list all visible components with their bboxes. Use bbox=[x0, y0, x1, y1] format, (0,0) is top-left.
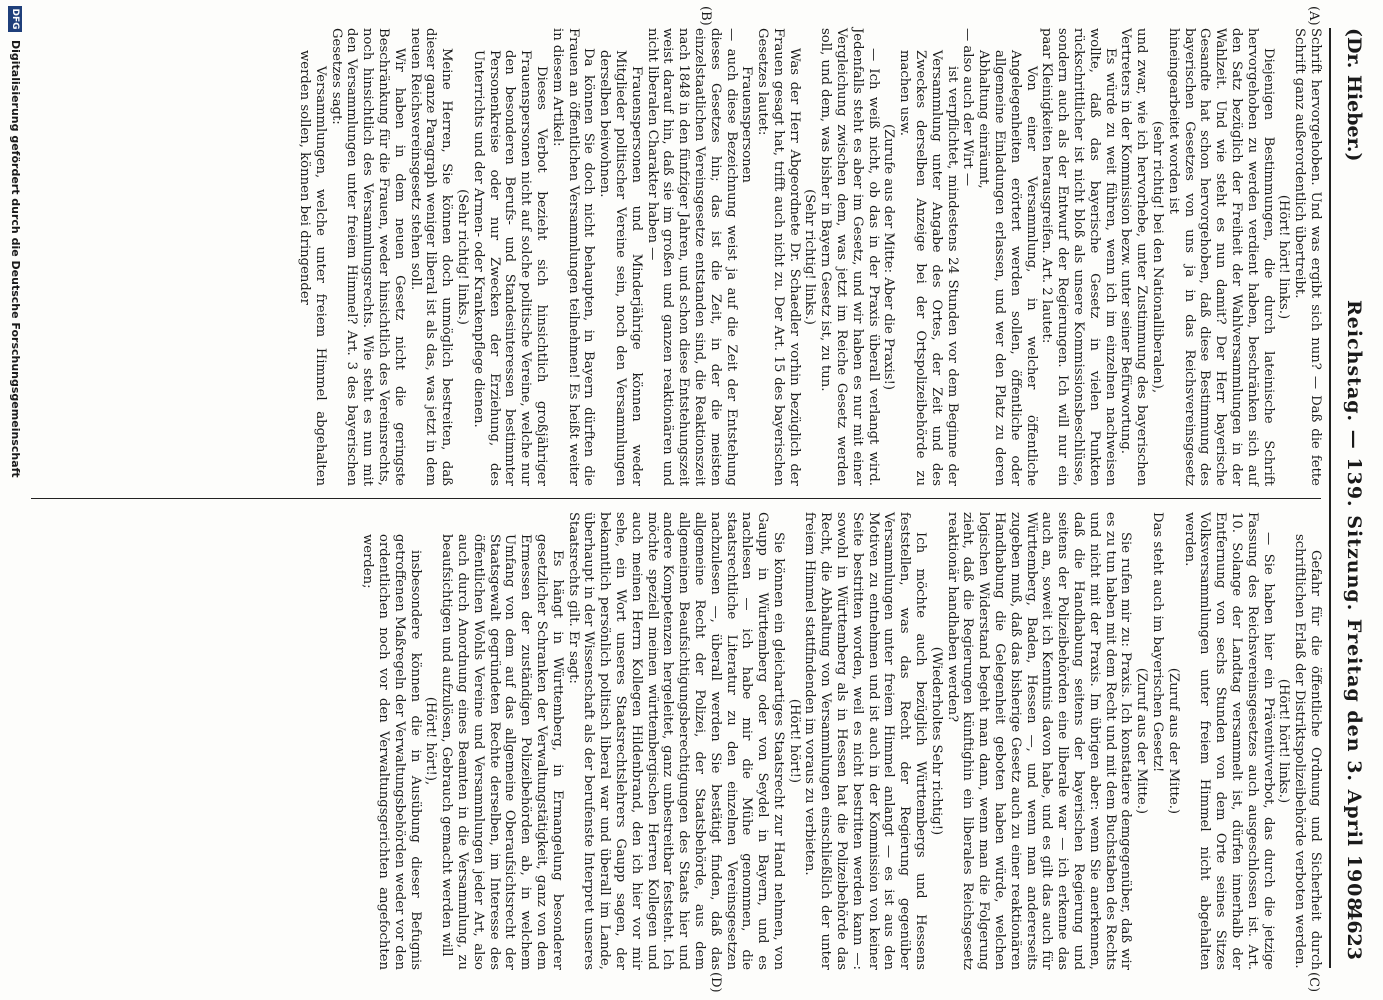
paragraph: Sie rufen mir zu: Praxis. Ich konstatiere demgegenüber, daß wir es zu tun haben mit dem Recht und mit dem Buchstaben des Rechts und nicht mit der Praxis. Im übrigen aber: wenn Sie anerkennen, daß die Handhabung seitens der bayerischen Regierung und seitens der Polizeibehörden eine liberale war — ich erkenne das auch an, soweit ich Kenntnis davon habe, und es gilt das auch für Württemberg, Baden, Hessen —, und wenn man andererseits zugeben muß, daß das bisherige Gesetz auch zu einer reaktionären Handhabung die Gelegenheit geboten haben würde, welchen logischen Widerstand begeht man dann, wenn man die Folgerung zieht, daß die Regierungen künftighin ein liberales Reichsgesetz reaktionär handhaben werden? bbox=[944, 512, 1134, 970]
paragraph: ist verpflichtet, mindestens 24 Stunden vor dem Beginne der Versammlung unter Angabe des Ortes, der Zeit und des Zweckes derselben Anzeige bei der Ortspolizeibehörde zu machen usw. bbox=[897, 50, 960, 486]
funding-footer bbox=[0, 0, 26, 1000]
paragraph: (Hört! hört! links.) bbox=[1276, 194, 1292, 320]
margin-mark-c: (C) bbox=[1306, 972, 1321, 993]
page-header bbox=[1335, 0, 1365, 1000]
margin-mark-d: (D) bbox=[708, 972, 723, 993]
column-divider bbox=[31, 498, 1321, 499]
dfg-logo: DFG bbox=[8, 6, 22, 32]
paragraph: — auch diese Bezeichnung weist ja auf die Zeit der Entstehung dieses Gesetzes hin; das ist die Zeit, in der die meisten einzelstaatlichen Vereinsgesetze entstanden sind, die Reaktionszeit nach 1848 in den fünfziger Jahren, und schon diese Entstehungszeit weist darauf hin, daß sie im großen und ganzen reaktionären und nicht liberalen Charakter haben — bbox=[644, 28, 739, 486]
paragraph: (Sehr richtig! links.) bbox=[454, 189, 470, 325]
paragraph: Frauenspersonen und Minderjährige können weder Mitglieder politischer Vereine sein, noch den Versammlungen derselben beiwohnen. bbox=[597, 50, 644, 486]
paragraph: und zwar, wie ich hervorhebe, unter Zustimmung des bayerischen Vertreters in der Kommission bezw. unter seiner Befürwortung. bbox=[1118, 28, 1150, 486]
paragraph: Von einer Versammlung, in welcher öffentliche Angelegenheiten erörtert werden sollen, öffentliche oder allgemeine Einladungen erlassen, und wer den Platz zu deren Abhaltung einräumt, bbox=[976, 50, 1039, 486]
page-number: 4623 bbox=[1343, 907, 1365, 960]
paragraph: Gefahr für die öffentliche Ordnung und Sicherheit durch schriftlichen Erlaß der Distriktspolizeibehörde verboten werden. bbox=[1292, 534, 1323, 970]
left-text-column bbox=[296, 28, 1323, 486]
paragraph: Versammlungen, welche unter freiem Himmel abgehalten werden sollen, können bei dringender bbox=[297, 50, 328, 486]
paragraph: Schrift hervorgehoben. Und was ergibt sich nun? — Daß die fette Schrift ganz außerordentlich übertreibt. bbox=[1292, 28, 1323, 486]
paragraph: Was der Herr Abgeordnete Dr. Schaedler vorhin bezüglich der Frauen gesagt hat, trifft auch nicht zu. Der Art. 15 des bayerischen Gesetzes lautet: bbox=[755, 28, 802, 486]
paragraph: — Ich weiß nicht, ob das in der Praxis überall verlangt wird. Jedenfalls steht es aber im Gesetz, und wir haben es nur mit einer Vergleichung zwischen dem, was jetzt im Reiche Gesetz werden soll, und dem, was bisher in Bayern Gesetz ist, zu tun. bbox=[818, 28, 881, 486]
running-title: Reichstag. — 139. Sitzung. Freitag den 3. April 1908. bbox=[1343, 300, 1365, 920]
margin-mark-a: (A) bbox=[1306, 6, 1321, 26]
paragraph: (Hört! hört!), bbox=[423, 696, 439, 786]
paragraph: (Hört! hört! links.) bbox=[1276, 678, 1292, 804]
paragraph: (Zuruf aus der Mitte.) bbox=[1165, 667, 1181, 815]
paragraph: (sehr richtig! bei den Nationalliberalen), bbox=[1150, 120, 1166, 394]
paragraph: Dieses Verbot bezieht sich hinsichtlich großjähriger Frauenspersonen nicht auf solche politische Vereine, welche nur den besonderen Berufs- und Standesinteressen bestimmter Personenkreise oder nur Zwecken der Erziehung, des Unterrichts und der Armen- oder Krankenpflege dienen. bbox=[470, 50, 549, 486]
paragraph: (Hört! hört!) bbox=[786, 698, 802, 784]
paragraph: Frauenspersonen bbox=[739, 66, 755, 183]
paragraph: Da können Sie doch nicht behaupten, in Bayern dürften die Frauen an öffentlichen Versammlungen teilnehmen! Es heißt weiter in diesem Artikel: bbox=[549, 28, 597, 486]
paragraph: Das steht auch im bayerischen Gesetz! bbox=[1150, 512, 1166, 773]
paragraph: insbesondere können die in Ausübung dieser Befugnis getroffenen Maßregeln der Verwaltungsbehörden weder vor den ordentlichen noch vor den Verwaltungsgerichten angefochten werden; bbox=[360, 534, 423, 970]
paragraph: Ich möchte auch bezüglich Württembergs und Hessens feststellen, was das Recht der Regierung gegenüber Versammlungen unter freiem Himmel anlangt — es ist aus den Motiven zu entnehmen und ist auch in der Kommission von keiner Seite bestritten worden, weil es nicht bestritten werden kann —: sowohl in Württemberg als in Hessen hat die Polizeibehörde das Recht, die Abhaltung von Versammlungen einschließlich der unter freiem Himmel stattfindenden im voraus zu verbieten. bbox=[802, 512, 929, 970]
paragraph: Es hängt in Württemberg, in Ermangelung besonderer gesetzlicher Schranken der Verwaltungstätigkeit, ganz von dem Ermessen der zuständigen Polizeibehörden ab, in welchem Umfang von dem auf das allgemeine Oberaufsichtsrecht der Staatsgewalt gegründeten Rechte derselben, im Interesse des öffentlichen Wohls Vereine und Versammlungen jeder Art, also auch durch Anordnung eines Beamten in die Versammlung, zu beaufsichtigen und aufzulösen, Gebrauch gemacht werden will bbox=[439, 534, 565, 970]
paragraph: (Wiederholtes Sehr richtig!) bbox=[928, 646, 944, 836]
paragraph: Meine Herren, Sie können doch unmöglich bestreiten, daß dieser ganze Paragraph weniger liberal ist als das, was jetzt in dem neuen Reichsvereinsgesetz stehen soll. bbox=[407, 28, 455, 486]
speaker-label: (Dr. Hieber.) bbox=[1343, 28, 1365, 162]
right-text-column bbox=[359, 512, 1323, 970]
paragraph: Sie können ein gleichartiges Staatsrecht zur Hand nehmen, von Gaupp in Württemberg oder von Seydel in Bayern, und es nachlesen — ich habe mir die Mühe genommen, die staatsrechtliche Literatur zu den einzelnen Vereinsgesetzen nachzulesen —, überall werden Sie bestätigt finden, daß das allgemeine Recht der Polizei, der Staatsbehörde, aus dem allgemeinen Beaufsichtigungsberechtigungen des Staats hier und andere Kompetenzen hergeleitet, ganz unbestreitbar feststeht. Ich möchte speziell meinen württembergischen Herren Kollegen und auch meinen Herrn Kollegen Hildenbrand, den ich hier vor mir sehe, ein Wort unseres Staatsrechtslehrers Gaupp sagen, der bekanntlich persönlich politisch liberal war und überall im Lande, überhaupt in der Wissenschaft als der berufenste Interpret unseres Staatsrechts gilt. Er sagt: bbox=[565, 512, 786, 970]
paragraph: — Sie haben hier ein Präventivverbot, das durch die jetzige Fassung des Reichsvereinsgesetzes auch ausgeschlossen ist. Art. 10. Solange der Landtag versammelt ist, dürfen innerhalb der Entfernung von sechs Stunden von dem Orte seines Sitzes Volksversammlungen unter freiem Himmel nicht abgehalten werden. bbox=[1181, 512, 1276, 970]
paragraph: Es würde zu weit führen, wenn ich im einzelnen nachweisen wollte, daß das bayerische Gesetz in vielen Punkten rückschrittlicher ist nicht bloß als unsere Kommissionsbeschlüsse, sondern auch als der Entwurf der Regierungen. Ich will nur ein paar Kleinigkeiten herausgreifen. Art. 2 lautet: bbox=[1039, 28, 1118, 486]
header-rule bbox=[1329, 28, 1331, 968]
paragraph: — also auch der Wirt — bbox=[960, 28, 976, 187]
margin-mark-b: (B) bbox=[698, 6, 713, 26]
paragraph: Wir haben in dem neuen Gesetz nicht die geringste Beschränkung für die Frauen, weder hinsichtlich des Vereinsrechts, noch hinsichtlich des Versammlungsrechts. Wie steht es nun mit den Versammlungen unter freiem Himmel? Art. 3 des bayerischen Gesetzes sagt: bbox=[328, 28, 407, 486]
paragraph: (Zuruf aus der Mitte.) bbox=[1134, 667, 1150, 815]
paragraph: Diejenigen Bestimmungen, die durch lateinische Schrift hervorgehoben zu werden verdient haben, beschränken sich auf den Satz bezüglich der Freiheit der Wahlversammlungen in der Wahlzeit. Und wie steht es nun damit? Der Herr bayerische Gesandte hat schon hervorgehoben, daß diese Bestimmung des bayerischen Gesetzes von uns ja in das Reichsvereinsgesetz hineingearbeitet worden ist bbox=[1165, 28, 1276, 486]
paragraph: (Zurufe aus der Mitte: Aber die Praxis!) bbox=[881, 123, 897, 391]
paragraph: (Sehr richtig! links.) bbox=[802, 189, 818, 325]
funding-note: Digitalisierung gefördert durch die Deutsche Forschungsgemeinschaft bbox=[9, 40, 22, 478]
